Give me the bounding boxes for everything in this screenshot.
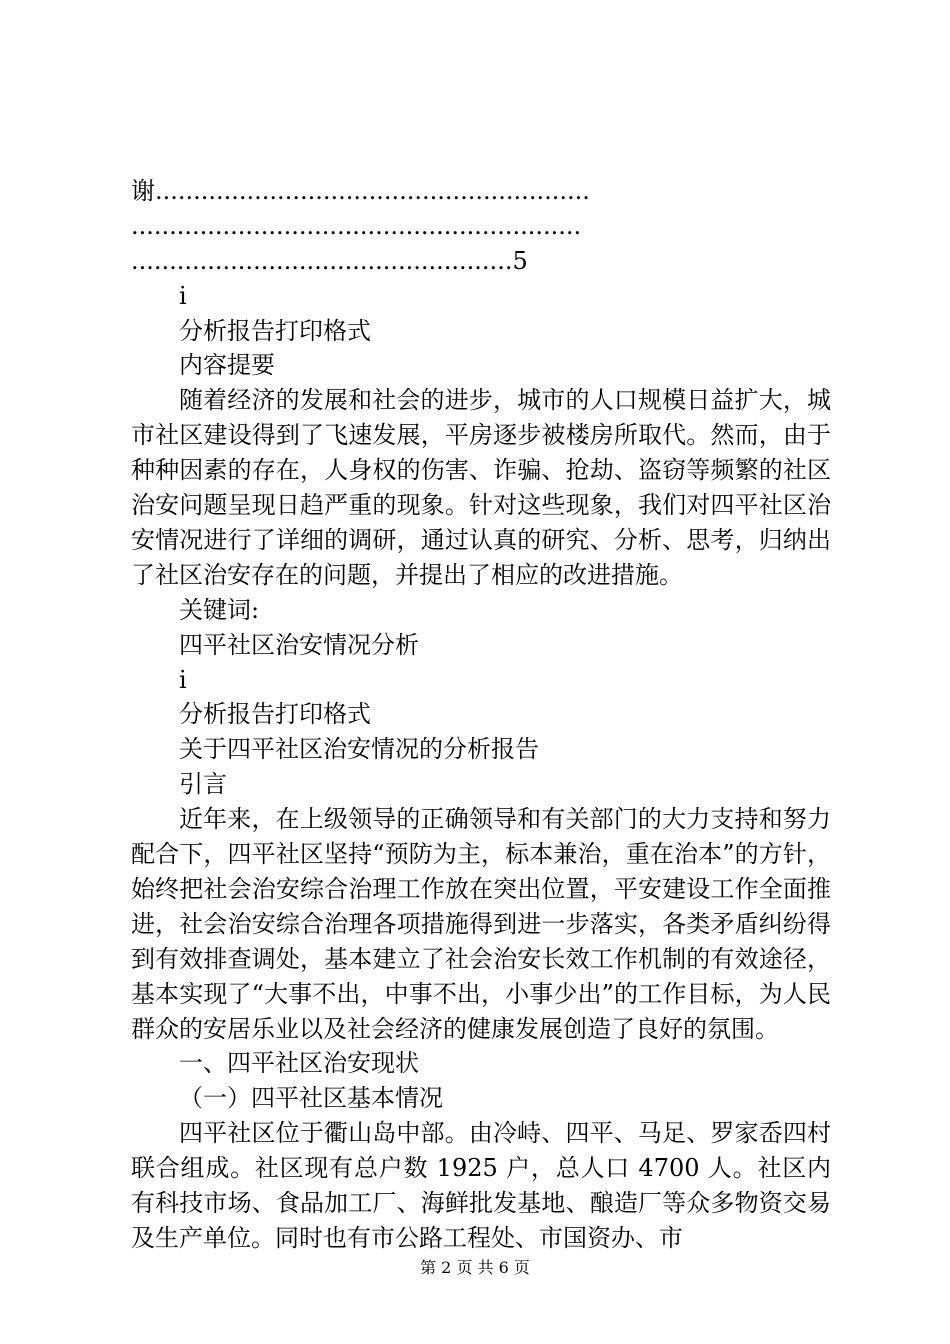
keywords-label: 关键词: [179, 595, 260, 624]
report-title: 关于四平社区治安情况的分析报告 [179, 735, 539, 764]
intro-paragraph: 近年来，在上级领导的正确领导和有关部门的大力支持和努力配合下，四平社区坚持“预防为主，标本兼治，重在治本”的方针，始终把社会治安综合治理工作放在突出位置，平安建设工作全面推进，社会治安综合治理各项措施得到进一步落实，各类矛盾纠纷得到有效排查调处，基本建立了社会治安长效工作机制的有效途径，基本实现了“大事不出，中事不出，小事少出”的工作目标，为人民群众的安居乐业以及社会经济的健康发展创造了良好的氛围。 [131, 805, 831, 1043]
abstract-title: 内容提要 [179, 351, 275, 380]
roman-numeral: i [179, 281, 187, 310]
toc-line: ..................................................5 [131, 246, 528, 275]
body-paragraph: 四平社区位于衢山岛中部。由冷峙、四平、马足、罗家岙四村联合组成。社区现有总户数 1925 户，总人口 4700 人。社区内有科技市场、食品加工厂、海鲜批发基地、酿造厂等众多物资交易及生产单位。同时也有市公路工程处、市国资办、市 [131, 1119, 831, 1252]
intro-title: 引言 [179, 770, 227, 799]
running-header: 分析报告打印格式 [179, 316, 371, 345]
roman-numeral: i [179, 665, 187, 694]
section-heading: 一、四平社区治安现状 [179, 1049, 419, 1078]
page-content [131, 174, 831, 1256]
subsection-heading: （一）四平社区基本情况 [179, 1084, 443, 1113]
running-header: 分析报告打印格式 [179, 700, 371, 729]
keywords: 四平社区治安情况分析 [179, 630, 419, 659]
page-footer: 第 2 页 共 6 页 [420, 1258, 530, 1277]
toc-line: ........................................................... [131, 211, 582, 240]
abstract-paragraph: 随着经济的发展和社会的进步，城市的人口规模日益扩大，城市社区建设得到了飞速发展，平房逐步被楼房所取代。然而，由于种种因素的存在，人身权的伤害、诈骗、抢劫、盗窃等频繁的社区治安问题呈现日趋严重的现象。针对这些现象，我们对四平社区治安情况进行了详细的调研，通过认真的研究、分析、思考，归纳出了社区治安存在的问题，并提出了相应的改进措施。 [131, 386, 831, 589]
toc-line: 谢......................................................... [131, 177, 590, 205]
